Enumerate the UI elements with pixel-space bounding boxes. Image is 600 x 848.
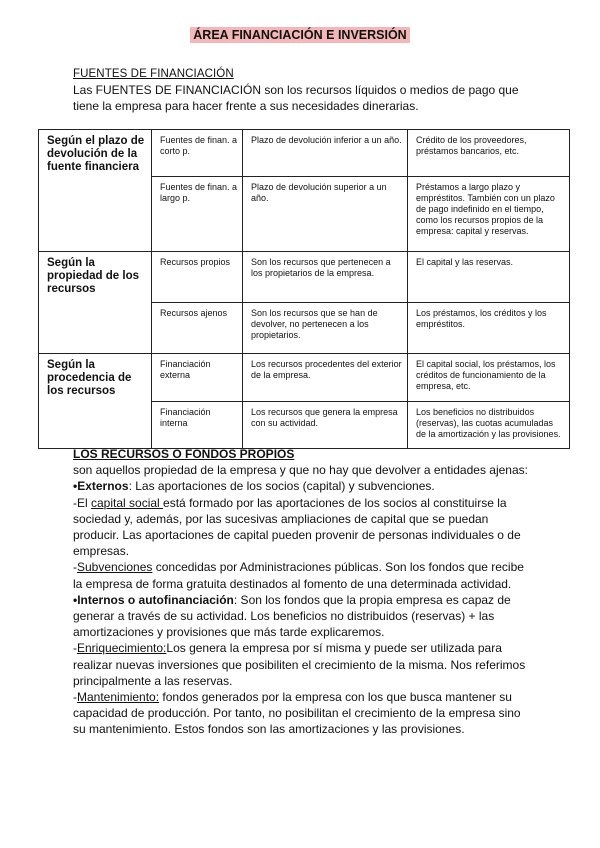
- enriq-prefix: -: [73, 641, 77, 656]
- definition-cell: Los recursos que genera la empresa con su actividad.: [243, 402, 408, 449]
- enriq-text: Los genera la empresa por sí misma y puede ser utilizada para realizar nuevas inversiones que posibiliten el crecimiento de la misma. Nos referimos principalmente a las reservas.: [73, 641, 526, 688]
- capital-social-paragraph: [73, 495, 533, 560]
- subv-text: concedidas por Administraciones públicas. Son los fondos que recibe la empresa de forma gratuita destinados al fomento de una determinada actividad.: [73, 560, 524, 591]
- mantenimiento-paragraph: [73, 689, 533, 738]
- internos-text: : Son los fondos que la propia empresa es capaz de generar a través de su actividad. Los beneficios no distribuidos (reservas) + las amortizaciones y provisiones que más tarde explicaremos.: [73, 592, 511, 640]
- examples-cell: Los préstamos, los créditos y los empréstitos.: [408, 303, 570, 354]
- source-cell: Financiación interna: [152, 402, 243, 449]
- source-cell: Fuentes de finan. a corto p.: [152, 130, 243, 177]
- examples-cell: Los beneficios no distribuidos (reservas), las cuotas acumuladas de la amortización y las provisiones.: [408, 402, 570, 449]
- capital-text: está formado por las aportaciones de los socios al constituirse la sociedad y, además, por las sucesivas ampliaciones de capital que se puedan producir. Las aportaciones de capital pueden provenir de personas individuales o de empresas.: [73, 495, 521, 559]
- examples-cell: Préstamos a largo plazo y empréstitos. También con un plazo de pago indefinido en el tiempo, como los recursos propios de la empresa: capital y reservas.: [408, 177, 570, 252]
- source-cell: Fuentes de finan. a largo p.: [152, 177, 243, 252]
- source-cell: Financiación externa: [152, 354, 243, 402]
- internos-paragraph: [73, 592, 533, 641]
- subv-prefix: -: [73, 560, 77, 575]
- source-cell: Recursos ajenos: [152, 303, 243, 354]
- table-row: [39, 130, 570, 177]
- definition-cell: Plazo de devolución superior a un año.: [243, 177, 408, 252]
- internos-label: •Internos o autofinanciación: [73, 592, 234, 607]
- own-funds-heading: LOS RECURSOS O FONDOS PROPIOS: [73, 447, 295, 461]
- mant-term: Mantenimiento:: [77, 690, 160, 705]
- definition-cell: Son los recursos que pertenecen a los propietarios de la empresa.: [243, 252, 408, 303]
- mant-text: fondos generados por la empresa con los que busca mantener su capacidad de producción. Por tanto, no posibilitan el crecimiento de la empresa sino su mantenimiento. Estos fondos son las amortizaciones y las provisiones.: [73, 690, 521, 737]
- capital-prefix: -El: [73, 495, 91, 510]
- definition-cell: Son los recursos que se han de devolver, no pertenecen a los propietarios.: [243, 303, 408, 354]
- criterion-cell: Según la procedencia de los recursos: [39, 354, 152, 449]
- subv-term: Subvenciones: [77, 560, 153, 575]
- enriq-term: Enriquecimiento:: [77, 641, 167, 656]
- examples-cell: El capital social, los préstamos, los créditos de funcionamiento de la empresa, etc.: [408, 354, 570, 402]
- source-cell: Recursos propios: [152, 252, 243, 303]
- intro-section: [73, 66, 543, 114]
- table-row: [39, 252, 570, 303]
- externos-text: : Las aportaciones de los socios (capital) y subvenciones.: [128, 479, 435, 494]
- criterion-cell: Según el plazo de devolución de la fuente financiera: [39, 130, 152, 252]
- examples-cell: El capital y las reservas.: [408, 252, 570, 303]
- criterion-cell: Según la propiedad de los recursos: [39, 252, 152, 354]
- intro-heading: FUENTES DE FINANCIACIÓN: [73, 68, 234, 80]
- externos-label: •Externos: [73, 479, 129, 494]
- own-funds-section: [73, 446, 533, 738]
- table-row: [39, 354, 570, 402]
- examples-cell: Crédito de los proveedores, préstamos bancarios, etc.: [408, 130, 570, 177]
- subvenciones-paragraph: [73, 559, 533, 591]
- intro-text: Las FUENTES DE FINANCIACIÓN son los recursos líquidos o medios de pago que tiene la empresa para hacer frente a sus necesidades dinerarias.: [73, 83, 519, 113]
- externos-paragraph: [73, 478, 533, 494]
- enriquecimiento-paragraph: [73, 640, 533, 689]
- own-funds-intro: son aquellos propiedad de la empresa y que no hay que devolver a entidades ajenas:: [73, 463, 528, 478]
- mant-prefix: -: [73, 690, 77, 705]
- definition-cell: Plazo de devolución inferior a un año.: [243, 130, 408, 177]
- page-title-text: ÁREA FINANCIACIÓN E INVERSIÓN: [190, 27, 409, 43]
- financing-sources-table: [38, 129, 570, 449]
- page-title: [0, 26, 600, 44]
- capital-term: capital social: [91, 495, 164, 510]
- definition-cell: Los recursos procedentes del exterior de la empresa.: [243, 354, 408, 402]
